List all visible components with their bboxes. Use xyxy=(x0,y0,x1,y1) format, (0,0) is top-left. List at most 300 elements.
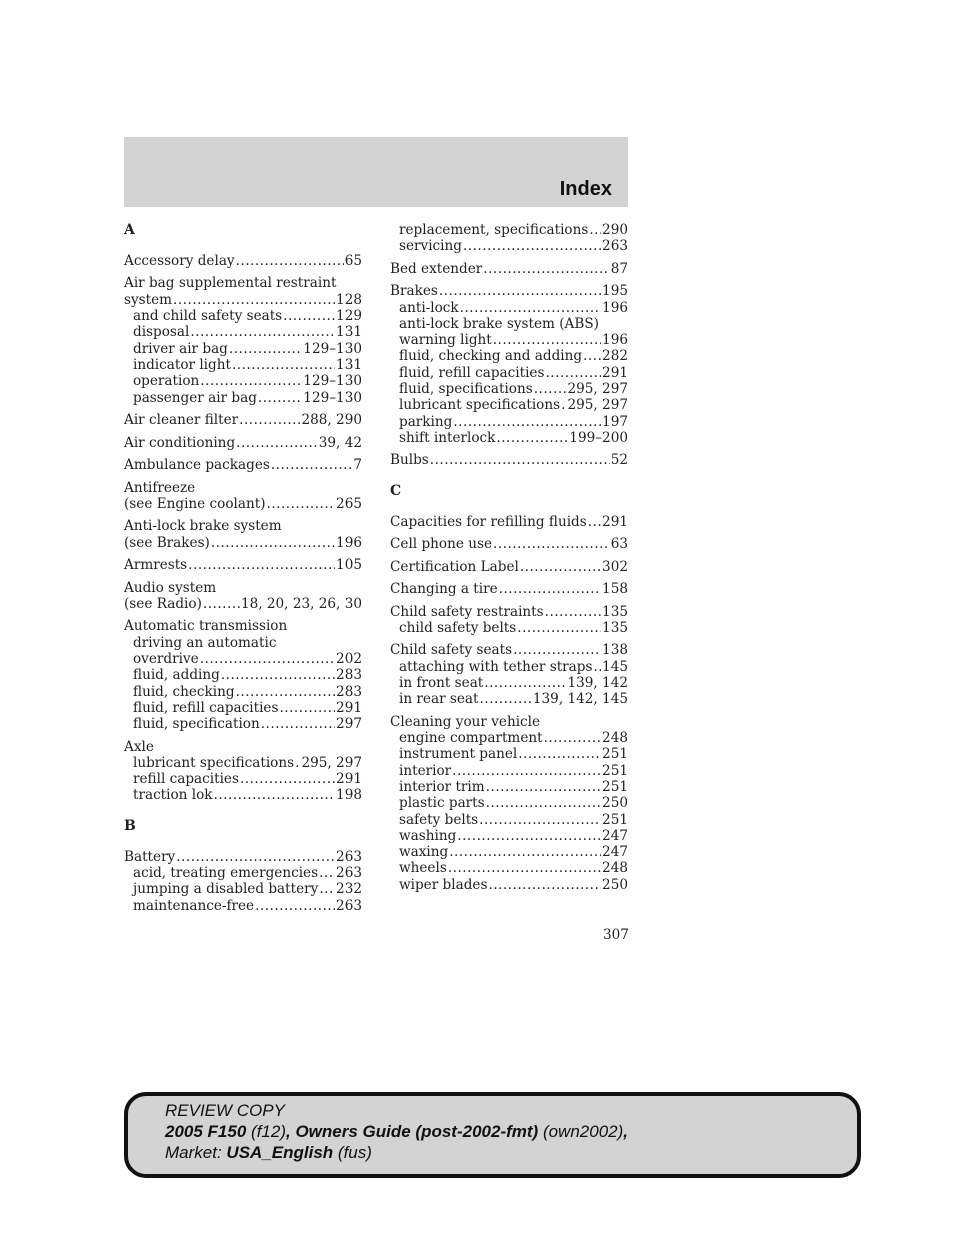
dot-leader xyxy=(589,222,601,238)
index-subentry xyxy=(390,381,628,397)
entry-page: 131 xyxy=(336,356,362,373)
index-subentry xyxy=(390,316,628,332)
header-band xyxy=(124,137,628,207)
entry-text: fluid, specifications xyxy=(399,381,533,398)
entry-page: 288, 290 xyxy=(301,412,362,429)
index-line xyxy=(390,559,628,575)
dot-leader xyxy=(271,457,353,473)
index-subentry xyxy=(390,860,628,876)
index-subentry xyxy=(124,700,362,716)
entry-page: 291 xyxy=(336,771,362,788)
entry-text: wheels xyxy=(399,860,447,877)
entry-page: 195 xyxy=(602,283,628,300)
entry-text: engine compartment xyxy=(399,730,543,747)
dot-leader xyxy=(518,746,601,762)
entry-text: Bed extender xyxy=(390,260,483,277)
entry-text: jumping a disabled battery xyxy=(133,881,319,898)
entry-text: interior trim xyxy=(399,779,485,795)
entry-page: 105 xyxy=(336,557,362,574)
entry-text: Air conditioning xyxy=(124,434,236,451)
index-line xyxy=(124,739,362,755)
index-line xyxy=(124,518,362,534)
index-subentry xyxy=(390,812,628,828)
entry-text: (see Radio) xyxy=(124,595,202,612)
dot-leader xyxy=(479,812,601,828)
index-line xyxy=(124,457,362,473)
dot-leader xyxy=(190,324,335,340)
entry-text: child safety belts xyxy=(399,619,517,636)
index-subentry xyxy=(124,684,362,700)
entry-text: fluid, adding xyxy=(133,667,220,684)
entry-page: 198 xyxy=(336,787,362,804)
index-line xyxy=(124,580,362,596)
dot-leader xyxy=(534,381,567,397)
entry-page: 263 xyxy=(336,897,362,914)
index-entry xyxy=(124,253,362,269)
index-line xyxy=(124,618,362,634)
entry-text: Cleaning your vehicle xyxy=(390,713,541,730)
index-line xyxy=(390,283,628,299)
index-subentry xyxy=(124,787,362,803)
entry-text: fluid, refill capacities xyxy=(399,364,545,381)
index-subentry xyxy=(124,716,362,732)
entry-text: Automatic transmission xyxy=(124,618,288,635)
dot-leader xyxy=(493,332,601,348)
entry-page: 129–130 xyxy=(303,373,362,390)
entry-text: passenger air bag xyxy=(133,389,257,406)
entry-text: shift interlock xyxy=(399,429,496,446)
dot-leader xyxy=(221,667,335,683)
dot-leader xyxy=(176,849,335,865)
entry-text: replacement, specifications xyxy=(399,222,589,238)
dot-leader xyxy=(453,414,601,430)
dot-leader xyxy=(545,604,601,620)
entry-page: 139, 142, 145 xyxy=(532,691,628,708)
dot-leader xyxy=(544,730,601,746)
entry-page: 297 xyxy=(336,716,362,733)
index-subentry xyxy=(124,373,362,389)
index-subentry xyxy=(390,730,628,746)
entry-text: maintenance-free xyxy=(133,897,255,914)
entry-text: attaching with tether straps xyxy=(399,658,593,675)
entry-text: traction lok xyxy=(133,787,213,804)
index-subentry xyxy=(390,795,628,811)
entry-page: 247 xyxy=(602,844,628,861)
entry-page: 129–130 xyxy=(303,389,362,406)
index-subentry xyxy=(124,881,362,897)
entry-page: 131 xyxy=(336,324,362,341)
entry-page: 251 xyxy=(602,762,628,779)
entry-page: 145 xyxy=(602,658,628,675)
index-entry xyxy=(124,618,362,732)
index-line xyxy=(390,642,628,658)
footer-market: USA_English xyxy=(226,1143,334,1162)
index-subentry xyxy=(124,324,362,340)
entry-page: 135 xyxy=(602,619,628,636)
index-entry xyxy=(124,435,362,451)
dot-leader xyxy=(484,675,566,691)
index-subentry xyxy=(390,675,628,691)
entry-text: Child safety restraints xyxy=(390,603,544,620)
index-line xyxy=(124,253,362,269)
entry-page: 196 xyxy=(602,332,628,349)
entry-text: Ambulance packages xyxy=(124,457,270,474)
dot-leader xyxy=(319,881,335,897)
entry-text: interior xyxy=(399,762,452,779)
dot-leader xyxy=(261,716,335,732)
entry-page: 138 xyxy=(602,642,628,659)
index-subentry xyxy=(124,308,362,324)
dot-leader xyxy=(449,844,601,860)
entry-text: lubricant specifications xyxy=(399,397,561,414)
entry-page: 196 xyxy=(602,299,628,316)
index-entry xyxy=(390,714,628,893)
index-subentry xyxy=(390,844,628,860)
dot-leader xyxy=(211,535,335,551)
dot-leader xyxy=(267,496,336,512)
index-line xyxy=(124,275,362,291)
dot-leader xyxy=(203,596,240,612)
footer-text xyxy=(165,1100,628,1163)
entry-page: 87 xyxy=(610,260,628,277)
dot-leader xyxy=(258,390,302,406)
index-entry xyxy=(390,642,628,707)
index-line xyxy=(124,496,362,512)
dot-leader xyxy=(593,659,601,675)
index-entry xyxy=(390,559,628,575)
entry-page: 263 xyxy=(336,848,362,865)
index-entry xyxy=(390,261,628,277)
index-line xyxy=(124,596,362,612)
dot-leader xyxy=(561,397,566,413)
entry-page: 263 xyxy=(602,238,628,255)
footer-guide-code: (own2002) xyxy=(542,1122,624,1141)
index-subentry xyxy=(124,390,362,406)
index-entry xyxy=(124,457,362,473)
index-line xyxy=(390,604,628,620)
entry-page: 291 xyxy=(602,513,628,530)
index-line xyxy=(124,557,362,573)
entry-text: in front seat xyxy=(399,675,484,692)
entry-text: Armrests xyxy=(124,557,188,574)
entry-page: 251 xyxy=(602,746,628,763)
dot-leader xyxy=(493,536,610,552)
entry-text: overdrive xyxy=(133,650,199,667)
index-subentry xyxy=(124,357,362,373)
entry-page: 129 xyxy=(336,308,362,325)
index-subentry xyxy=(390,365,628,381)
entry-page: 283 xyxy=(336,683,362,700)
dot-leader xyxy=(448,860,601,876)
entry-text: Air bag supplemental restraint xyxy=(124,275,337,292)
dot-leader xyxy=(188,557,335,573)
dot-leader xyxy=(240,771,335,787)
entry-page: 196 xyxy=(336,534,362,551)
footer-market-code: (fus) xyxy=(337,1143,372,1162)
entry-text: Child safety seats xyxy=(390,642,513,659)
index-subentry xyxy=(390,763,628,779)
entry-text: system xyxy=(124,291,173,308)
footer-guide: , Owners Guide (post-2002-fmt) xyxy=(286,1122,539,1141)
index-entry xyxy=(124,412,362,428)
entry-page: 295, 297 xyxy=(567,381,628,398)
entry-text: in rear seat xyxy=(399,691,479,708)
section-letter: C xyxy=(390,482,402,499)
entry-page: 199–200 xyxy=(569,429,628,446)
index-subentry xyxy=(390,414,628,430)
dot-leader xyxy=(295,755,300,771)
entry-text: plastic parts xyxy=(399,795,485,812)
section-letter: A xyxy=(124,222,135,238)
entry-text: waxing xyxy=(399,844,449,861)
entry-page: 39, 42 xyxy=(318,434,362,451)
entry-text: Capacities for refilling fluids xyxy=(390,513,587,530)
section-letter: B xyxy=(124,817,136,834)
index-line xyxy=(390,536,628,552)
entry-page: 265 xyxy=(336,495,362,512)
entry-text: driving an automatic xyxy=(133,634,277,651)
entry-text: parking xyxy=(399,413,453,430)
index-subentry xyxy=(124,651,362,667)
index-line xyxy=(390,514,628,530)
index-subentry xyxy=(390,828,628,844)
dot-leader xyxy=(588,514,601,530)
dot-leader xyxy=(200,651,335,667)
index-entry xyxy=(390,514,628,530)
index-line xyxy=(124,535,362,551)
entry-page: 291 xyxy=(602,364,628,381)
dot-leader xyxy=(583,348,601,364)
entry-text: Brakes xyxy=(390,283,438,300)
entry-page: 7 xyxy=(353,457,362,474)
entry-text: Anti-lock brake system xyxy=(124,518,282,535)
entry-text: safety belts xyxy=(399,811,479,828)
entry-text: Air cleaner filter xyxy=(124,412,239,429)
index-entry xyxy=(124,557,362,573)
entry-text: fluid, checking and adding xyxy=(399,348,583,365)
index-subentry xyxy=(390,691,628,707)
index-subentry xyxy=(390,397,628,413)
entry-page: 197 xyxy=(602,413,628,430)
entry-page: 202 xyxy=(336,650,362,667)
index-subentry xyxy=(124,341,362,357)
entry-text: fluid, checking xyxy=(133,683,235,700)
entry-text: Cell phone use xyxy=(390,536,492,553)
index-entry xyxy=(124,580,362,613)
index-subentry xyxy=(124,635,362,651)
index-subentry xyxy=(124,865,362,881)
index-subentry xyxy=(124,898,362,914)
entry-page: 139, 142 xyxy=(567,675,628,692)
entry-page: 295, 297 xyxy=(567,397,628,414)
dot-leader xyxy=(173,292,335,308)
index-entry xyxy=(124,518,362,551)
entry-page: 65 xyxy=(344,253,362,269)
entry-text: operation xyxy=(133,373,200,390)
index-line xyxy=(124,435,362,451)
entry-page: 302 xyxy=(602,558,628,575)
dot-leader xyxy=(479,691,531,707)
index-line xyxy=(390,714,628,730)
entry-page: 128 xyxy=(336,291,362,308)
index-subentry xyxy=(390,300,628,316)
dot-leader xyxy=(236,684,335,700)
index-entry xyxy=(390,222,628,255)
entry-page: 232 xyxy=(336,881,362,898)
entry-text: disposal xyxy=(133,324,190,341)
index-entry xyxy=(124,480,362,513)
dot-leader xyxy=(283,308,335,324)
index-subentry xyxy=(390,877,628,893)
entry-text: acid, treating emergencies xyxy=(133,865,319,882)
entry-text: instrument panel xyxy=(399,746,518,763)
entry-page: 251 xyxy=(602,811,628,828)
index-subentry xyxy=(390,348,628,364)
index-entry xyxy=(390,452,628,468)
index-subentry xyxy=(390,222,628,238)
index-entry xyxy=(124,739,362,804)
index-line xyxy=(390,261,628,277)
dot-leader xyxy=(496,430,568,446)
entry-page: 290 xyxy=(602,222,628,238)
entry-text: and child safety seats xyxy=(133,308,283,325)
dot-leader xyxy=(439,283,601,299)
footer-comma: , xyxy=(623,1122,628,1141)
entry-page: 250 xyxy=(602,876,628,893)
entry-page: 251 xyxy=(602,779,628,795)
entry-text: washing xyxy=(399,827,457,844)
dot-leader xyxy=(488,877,601,893)
entry-page: 248 xyxy=(602,860,628,877)
dot-leader xyxy=(486,779,601,795)
dot-leader xyxy=(499,581,601,597)
index-line xyxy=(124,412,362,428)
entry-text: Accessory delay xyxy=(124,253,235,269)
dot-leader xyxy=(236,435,318,451)
dot-leader xyxy=(513,642,601,658)
entry-text: fluid, specification xyxy=(133,716,260,733)
index-entry xyxy=(390,536,628,552)
index-column-right xyxy=(390,222,628,899)
entry-page: 158 xyxy=(602,581,628,598)
index-subentry xyxy=(390,746,628,762)
entry-text: anti-lock brake system (ABS) xyxy=(399,315,599,332)
entry-text: Certification Label xyxy=(390,558,519,575)
index-line xyxy=(124,480,362,496)
entry-page: 295, 297 xyxy=(301,754,362,771)
dot-leader xyxy=(452,763,601,779)
index-subentry xyxy=(390,332,628,348)
dot-leader xyxy=(232,357,335,373)
page-title: Index xyxy=(559,178,612,200)
entry-page: 18, 20, 23, 26, 30 xyxy=(240,595,362,612)
footer-model-code: (f12) xyxy=(251,1122,286,1141)
dot-leader xyxy=(517,620,601,636)
index-column-left xyxy=(124,222,362,920)
index-subentry xyxy=(124,755,362,771)
entry-page: 52 xyxy=(610,452,628,469)
dot-leader xyxy=(236,253,344,269)
entry-page: 250 xyxy=(602,795,628,812)
dot-leader xyxy=(460,300,601,316)
dot-leader xyxy=(463,238,601,254)
entry-page: 247 xyxy=(602,827,628,844)
index-entry xyxy=(390,581,628,597)
dot-leader xyxy=(486,795,601,811)
footer-model: 2005 F150 xyxy=(165,1122,247,1141)
entry-text: wiper blades xyxy=(399,876,488,893)
page-number: 307 xyxy=(603,927,629,943)
dot-leader xyxy=(319,865,335,881)
dot-leader xyxy=(200,373,302,389)
dot-leader xyxy=(279,700,335,716)
index-entry xyxy=(124,849,362,914)
dot-leader xyxy=(545,365,601,381)
index-entry xyxy=(390,283,628,446)
index-subentry xyxy=(390,238,628,254)
index-subentry xyxy=(390,430,628,446)
review-copy-label: REVIEW COPY xyxy=(165,1101,285,1120)
index-subentry xyxy=(390,620,628,636)
dot-leader xyxy=(214,787,336,803)
entry-text: Antifreeze xyxy=(124,479,196,496)
footer-box xyxy=(124,1092,861,1178)
dot-leader xyxy=(255,898,335,914)
index-subentry xyxy=(390,659,628,675)
entry-page: 282 xyxy=(602,348,628,365)
entry-page: 248 xyxy=(602,730,628,747)
entry-text: driver air bag xyxy=(133,340,228,357)
entry-text: Bulbs xyxy=(390,452,429,469)
entry-text: (see Engine coolant) xyxy=(124,495,266,512)
entry-text: refill capacities xyxy=(133,771,239,788)
footer-market-label: Market: xyxy=(165,1143,222,1162)
entry-text: Axle xyxy=(124,738,154,755)
entry-page: 63 xyxy=(610,536,628,553)
index-line xyxy=(124,292,362,308)
dot-leader xyxy=(430,452,610,468)
entry-text: Battery xyxy=(124,848,176,865)
entry-page: 283 xyxy=(336,667,362,684)
index-subentry xyxy=(124,667,362,683)
entry-text: fluid, refill capacities xyxy=(133,699,279,716)
entry-text: anti-lock xyxy=(399,299,459,316)
entry-text: Audio system xyxy=(124,579,217,596)
index-subentry xyxy=(390,779,628,795)
entry-page: 129–130 xyxy=(303,340,362,357)
entry-text: lubricant specifications xyxy=(133,754,295,771)
dot-leader xyxy=(483,261,609,277)
entry-text: warning light xyxy=(399,332,492,349)
index-entry xyxy=(390,604,628,637)
entry-page: 135 xyxy=(602,603,628,620)
dot-leader xyxy=(520,559,601,575)
entry-page: 263 xyxy=(336,865,362,882)
entry-page: 291 xyxy=(336,699,362,716)
entry-text: (see Brakes) xyxy=(124,534,210,551)
entry-text: servicing xyxy=(399,238,462,255)
index-line xyxy=(390,581,628,597)
index-line xyxy=(390,452,628,468)
index-line xyxy=(124,849,362,865)
dot-leader xyxy=(457,828,601,844)
entry-text: indicator light xyxy=(133,356,231,373)
dot-leader xyxy=(229,341,302,357)
dot-leader xyxy=(239,412,300,428)
index-subentry xyxy=(124,771,362,787)
entry-text: Changing a tire xyxy=(390,581,498,598)
index-entry xyxy=(124,275,362,405)
